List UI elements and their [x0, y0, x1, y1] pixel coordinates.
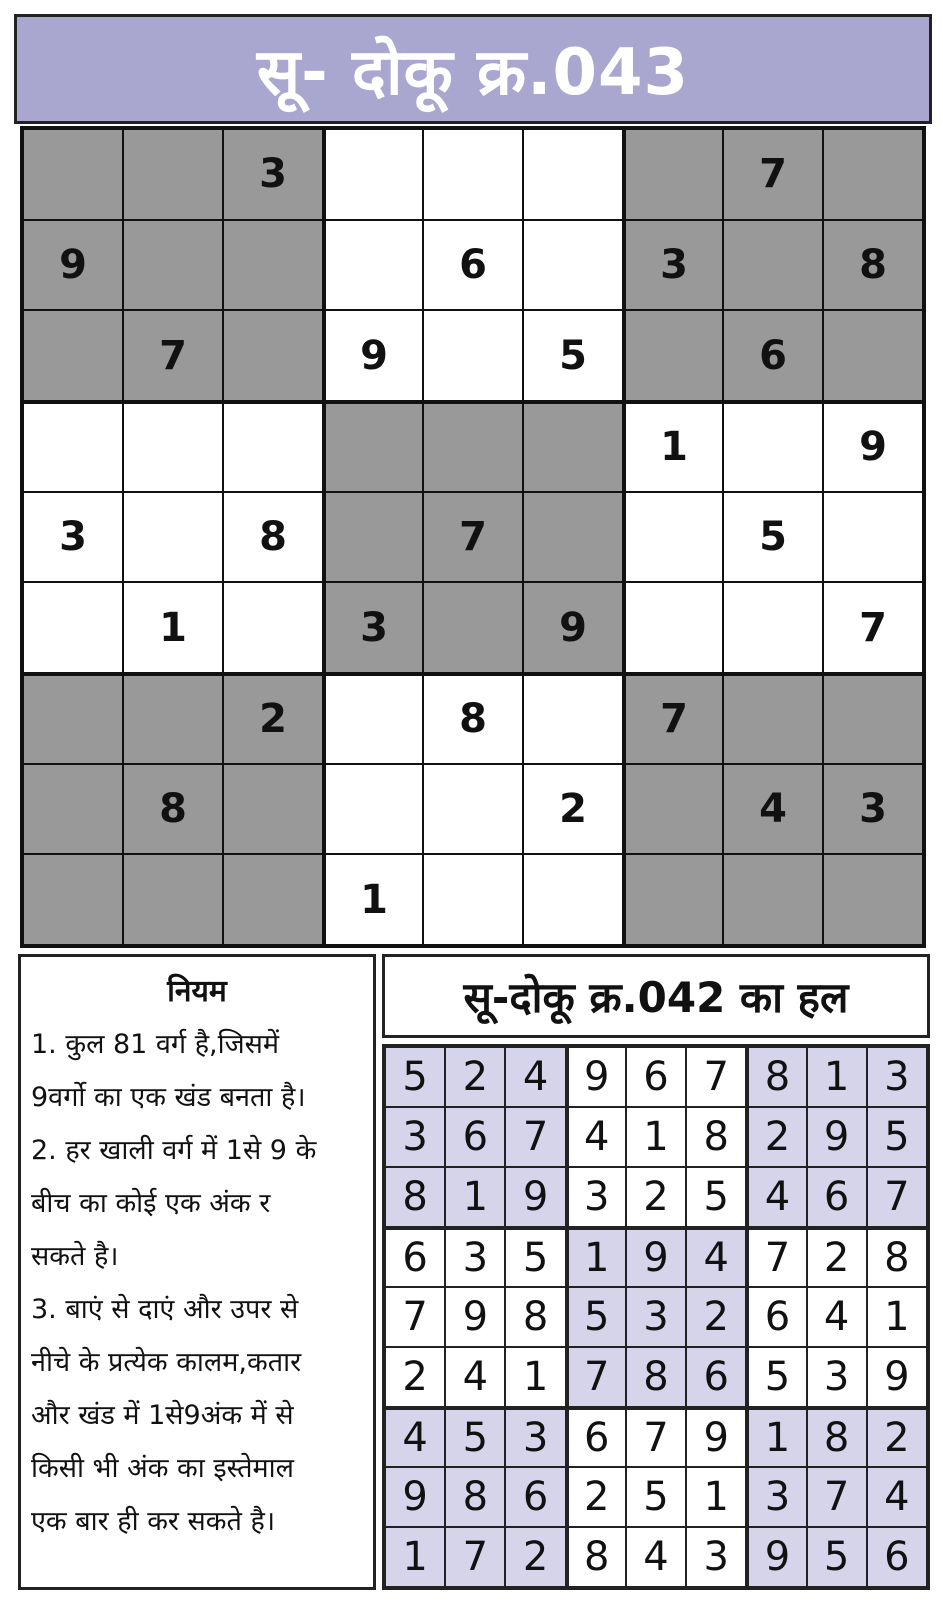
puzzle-cell[interactable] — [424, 130, 522, 219]
solution-cell: 9 — [868, 1348, 926, 1406]
rules-list — [31, 1018, 363, 1548]
puzzle-cell[interactable] — [224, 765, 322, 854]
puzzle-cell[interactable] — [626, 765, 722, 854]
solution-cell: 3 — [627, 1288, 685, 1346]
solution-cell: 6 — [627, 1048, 685, 1106]
page-title: सू- दोकू क्र.043 — [256, 35, 690, 110]
solution-header — [382, 954, 930, 1038]
puzzle-cell[interactable] — [424, 765, 522, 854]
solution-cell: 2 — [627, 1168, 685, 1226]
solution-cell: 5 — [808, 1528, 866, 1586]
solution-cell: 9 — [687, 1410, 745, 1466]
solution-cell: 9 — [569, 1048, 625, 1106]
puzzle-cell[interactable] — [824, 130, 922, 219]
solution-cell: 2 — [386, 1348, 444, 1406]
solution-cell: 5 — [569, 1288, 625, 1346]
puzzle-cell[interactable]: 3 — [626, 221, 722, 310]
rule-line: 9वर्गो का एक खंड बनता है। — [31, 1082, 306, 1113]
puzzle-cell[interactable]: 7 — [124, 311, 222, 400]
solution-cell: 3 — [569, 1168, 625, 1226]
rule-line: और खंड में 1से9अंक में से — [31, 1400, 294, 1431]
solution-cell: 8 — [506, 1288, 564, 1346]
rules-panel — [18, 954, 376, 1590]
solution-cell: 3 — [749, 1468, 805, 1526]
solution-cell: 7 — [386, 1288, 444, 1346]
solution-cell: 4 — [446, 1348, 504, 1406]
puzzle-cell[interactable] — [224, 221, 322, 310]
puzzle-cell[interactable] — [224, 855, 322, 944]
solution-cell: 5 — [687, 1168, 745, 1226]
puzzle-cell[interactable] — [626, 311, 722, 400]
solution-cell: 8 — [386, 1168, 444, 1226]
solution-cell: 4 — [749, 1168, 805, 1226]
puzzle-cell[interactable]: 4 — [724, 765, 822, 854]
puzzle-cell[interactable] — [124, 676, 222, 763]
solution-cell: 5 — [627, 1468, 685, 1526]
solution-cell: 6 — [749, 1288, 805, 1346]
rule-line: 3. बाएं से दाएं और उपर से — [31, 1294, 299, 1325]
solution-cell: 9 — [808, 1108, 866, 1166]
solution-cell: 7 — [749, 1230, 805, 1286]
solution-cell: 1 — [569, 1230, 625, 1286]
puzzle-cell[interactable] — [724, 855, 822, 944]
puzzle-cell[interactable] — [524, 221, 622, 310]
solution-cell: 3 — [687, 1528, 745, 1586]
rule-line: किसी भी अंक का इस्तेमाल — [31, 1453, 294, 1484]
puzzle-cell[interactable]: 2 — [224, 676, 322, 763]
solution-cell: 8 — [627, 1348, 685, 1406]
puzzle-cell[interactable] — [124, 221, 222, 310]
puzzle-cell[interactable] — [724, 676, 822, 763]
solution-cell: 8 — [687, 1108, 745, 1166]
puzzle-cell[interactable]: 6 — [424, 221, 522, 310]
solution-cell: 7 — [808, 1468, 866, 1526]
solution-cell: 1 — [868, 1288, 926, 1346]
solution-cell: 9 — [627, 1230, 685, 1286]
solution-cell: 4 — [627, 1528, 685, 1586]
puzzle-cell[interactable] — [524, 493, 622, 582]
rule-line: एक बार ही कर सकते है। — [31, 1506, 276, 1537]
puzzle-cell[interactable] — [124, 130, 222, 219]
solution-cell: 4 — [386, 1410, 444, 1466]
solution-cell: 2 — [569, 1468, 625, 1526]
solution-cell: 1 — [808, 1048, 866, 1106]
solution-cell: 4 — [569, 1108, 625, 1166]
solution-cell: 9 — [446, 1288, 504, 1346]
solution-cell: 1 — [627, 1108, 685, 1166]
rule-line: सकते है। — [31, 1241, 119, 1272]
puzzle-cell[interactable] — [824, 855, 922, 944]
puzzle-cell[interactable]: 3 — [326, 583, 422, 672]
solution-cell: 1 — [749, 1410, 805, 1466]
rule-line: 1. कुल 81 वर्ग है,जिसमें — [31, 1029, 280, 1060]
solution-cell: 6 — [868, 1528, 926, 1586]
sudoku-puzzle-grid — [20, 126, 926, 948]
puzzle-cell[interactable]: 1 — [626, 404, 722, 491]
solution-cell: 2 — [446, 1048, 504, 1106]
solution-cell: 9 — [749, 1528, 805, 1586]
solution-cell: 8 — [749, 1048, 805, 1106]
puzzle-cell[interactable] — [724, 583, 822, 672]
solution-cell: 7 — [506, 1108, 564, 1166]
solution-cell: 9 — [386, 1468, 444, 1526]
puzzle-cell[interactable] — [424, 855, 522, 944]
solution-cell: 3 — [446, 1230, 504, 1286]
solution-cell: 7 — [687, 1048, 745, 1106]
puzzle-cell[interactable] — [326, 130, 422, 219]
puzzle-cell[interactable] — [326, 676, 422, 763]
puzzle-cell[interactable]: 9 — [524, 583, 622, 672]
solution-cell: 6 — [569, 1410, 625, 1466]
puzzle-cell[interactable]: 5 — [524, 311, 622, 400]
solution-cell: 3 — [506, 1410, 564, 1466]
puzzle-cell[interactable] — [326, 493, 422, 582]
puzzle-cell[interactable] — [24, 130, 122, 219]
puzzle-cell[interactable] — [326, 765, 422, 854]
solution-cell: 6 — [386, 1230, 444, 1286]
solution-cell: 3 — [386, 1108, 444, 1166]
solution-cell: 3 — [868, 1048, 926, 1106]
solution-cell: 1 — [446, 1168, 504, 1226]
solution-cell: 5 — [386, 1048, 444, 1106]
puzzle-cell[interactable] — [24, 765, 122, 854]
puzzle-cell[interactable] — [524, 130, 622, 219]
solution-cell: 2 — [808, 1230, 866, 1286]
puzzle-cell[interactable]: 8 — [124, 765, 222, 854]
puzzle-cell[interactable] — [626, 493, 722, 582]
puzzle-cell[interactable]: 2 — [524, 765, 622, 854]
solution-cell: 2 — [868, 1410, 926, 1466]
puzzle-cell[interactable] — [224, 404, 322, 491]
solution-cell: 6 — [687, 1348, 745, 1406]
puzzle-cell[interactable] — [824, 676, 922, 763]
puzzle-cell[interactable]: 7 — [626, 676, 722, 763]
puzzle-cell[interactable]: 7 — [824, 583, 922, 672]
puzzle-cell[interactable] — [326, 404, 422, 491]
puzzle-cell[interactable]: 1 — [326, 855, 422, 944]
solution-cell: 5 — [749, 1348, 805, 1406]
puzzle-cell[interactable] — [424, 311, 522, 400]
solution-cell: 8 — [808, 1410, 866, 1466]
solution-cell: 1 — [506, 1348, 564, 1406]
solution-cell: 5 — [868, 1108, 926, 1166]
title-banner — [14, 14, 932, 124]
solution-cell: 7 — [569, 1348, 625, 1406]
solution-cell: 7 — [627, 1410, 685, 1466]
puzzle-cell[interactable] — [524, 404, 622, 491]
puzzle-cell[interactable] — [24, 583, 122, 672]
rules-heading: नियम — [167, 974, 227, 1009]
puzzle-cell[interactable] — [24, 404, 122, 491]
puzzle-cell[interactable] — [626, 583, 722, 672]
solution-cell: 5 — [446, 1410, 504, 1466]
puzzle-cell[interactable] — [824, 493, 922, 582]
solution-cell: 2 — [687, 1288, 745, 1346]
puzzle-cell[interactable] — [626, 855, 722, 944]
solution-cell: 4 — [808, 1288, 866, 1346]
puzzle-cell[interactable]: 9 — [24, 221, 122, 310]
puzzle-cell[interactable]: 8 — [224, 493, 322, 582]
puzzle-cell[interactable] — [124, 493, 222, 582]
sudoku-solution-grid — [382, 1044, 930, 1590]
solution-cell: 2 — [749, 1108, 805, 1166]
puzzle-cell[interactable] — [224, 583, 322, 672]
solution-cell: 9 — [506, 1168, 564, 1226]
solution-cell: 1 — [687, 1468, 745, 1526]
solution-cell: 2 — [506, 1528, 564, 1586]
puzzle-cell[interactable] — [24, 311, 122, 400]
rule-line: बीच का कोई एक अंक र — [31, 1188, 271, 1219]
solution-cell: 6 — [506, 1468, 564, 1526]
puzzle-cell[interactable]: 3 — [24, 493, 122, 582]
puzzle-cell[interactable] — [124, 855, 222, 944]
puzzle-cell[interactable] — [524, 855, 622, 944]
solution-cell: 8 — [446, 1468, 504, 1526]
puzzle-cell[interactable]: 1 — [124, 583, 222, 672]
solution-cell: 1 — [386, 1528, 444, 1586]
puzzle-cell[interactable] — [424, 583, 522, 672]
solution-cell: 7 — [446, 1528, 504, 1586]
puzzle-cell[interactable]: 3 — [224, 130, 322, 219]
rule-line: नीचे के प्रत्येक कालम,कतार — [31, 1347, 302, 1378]
solution-cell: 5 — [506, 1230, 564, 1286]
solution-cell: 6 — [446, 1108, 504, 1166]
puzzle-cell[interactable] — [724, 221, 822, 310]
solution-title: सू-दोकू क्र.042 का हल — [463, 972, 849, 1022]
puzzle-cell[interactable] — [724, 404, 822, 491]
puzzle-cell[interactable]: 8 — [824, 221, 922, 310]
puzzle-cell[interactable]: 9 — [824, 404, 922, 491]
puzzle-cell[interactable]: 9 — [326, 311, 422, 400]
puzzle-cell[interactable]: 7 — [424, 493, 522, 582]
solution-cell: 3 — [808, 1348, 866, 1406]
puzzle-cell[interactable] — [524, 676, 622, 763]
puzzle-cell[interactable]: 7 — [724, 130, 822, 219]
puzzle-cell[interactable] — [824, 311, 922, 400]
puzzle-cell[interactable] — [24, 855, 122, 944]
rule-line: 2. हर खाली वर्ग में 1से 9 के — [31, 1135, 317, 1166]
solution-cell: 4 — [687, 1230, 745, 1286]
puzzle-cell[interactable]: 6 — [724, 311, 822, 400]
puzzle-cell[interactable]: 8 — [424, 676, 522, 763]
solution-cell: 6 — [808, 1168, 866, 1226]
solution-cell: 4 — [868, 1468, 926, 1526]
solution-cell: 8 — [868, 1230, 926, 1286]
puzzle-cell[interactable] — [326, 221, 422, 310]
puzzle-cell[interactable] — [24, 676, 122, 763]
puzzle-cell[interactable] — [124, 404, 222, 491]
solution-cell: 8 — [569, 1528, 625, 1586]
puzzle-cell[interactable] — [626, 130, 722, 219]
puzzle-cell[interactable] — [424, 404, 522, 491]
solution-cell: 4 — [506, 1048, 564, 1106]
puzzle-cell[interactable]: 3 — [824, 765, 922, 854]
solution-cell: 7 — [868, 1168, 926, 1226]
puzzle-cell[interactable]: 5 — [724, 493, 822, 582]
puzzle-cell[interactable] — [224, 311, 322, 400]
